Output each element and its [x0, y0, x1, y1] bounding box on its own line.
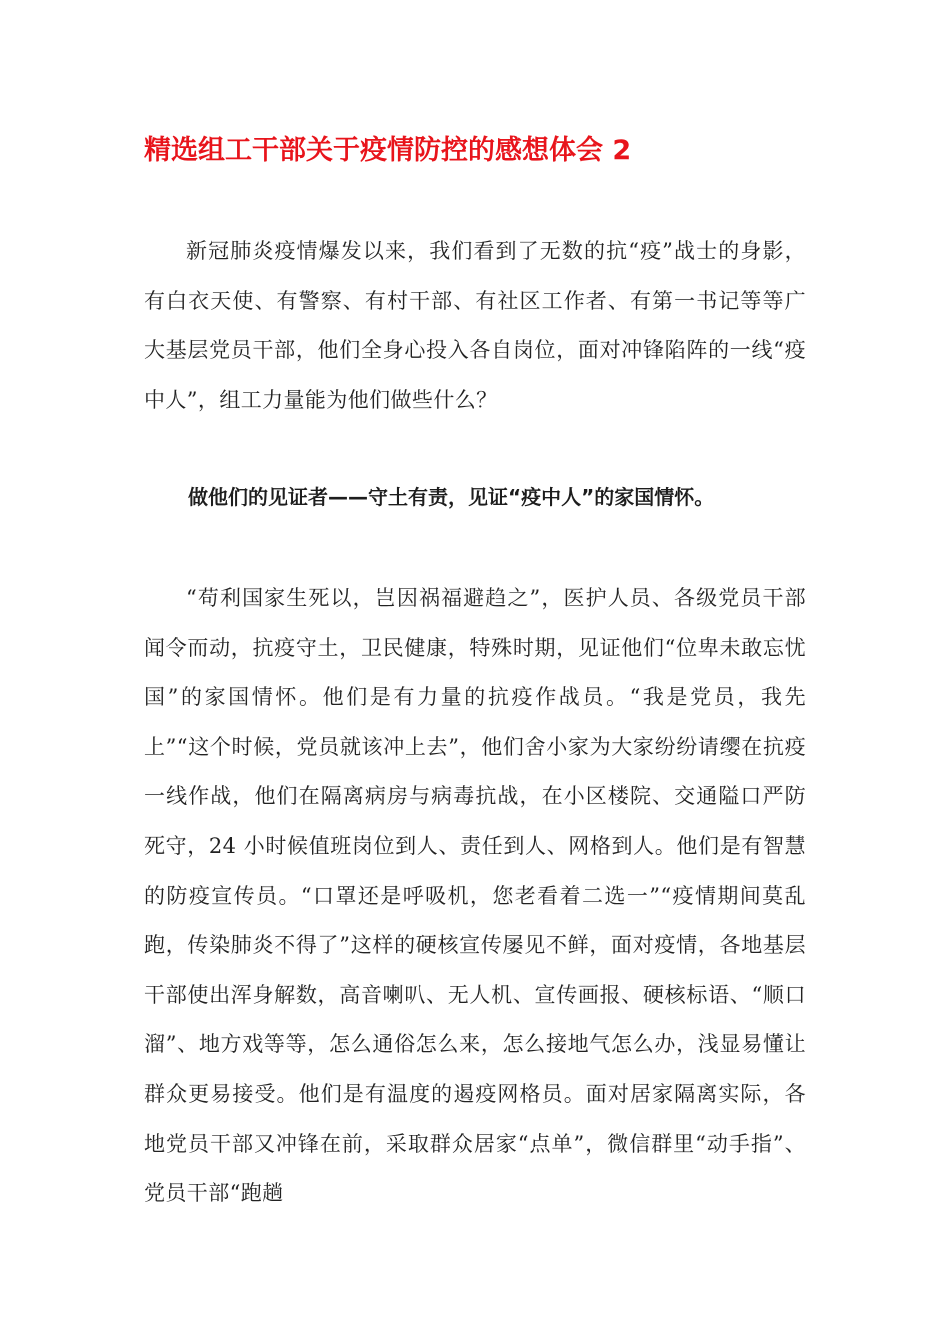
intro-paragraph: 新冠肺炎疫情爆发以来，我们看到了无数的抗“疫”战士的身影，有白衣天使、有警察、有村干部、有社区工作者、有第一书记等等广大基层党员干部，他们全身心投入各自岗位，面对冲锋陷阵的一线“疫中人”，组工力量能为他们做些什么？: [144, 239, 806, 412]
body-paragraph: “苟利国家生死以，岂因祸福避趋之”，医护人员、各级党员干部闻令而动，抗疫守土，卫民健康，特殊时期，见证他们“位卑未敢忘忧国”的家国情怀。他们是有力量的抗疫作战员。“我是党员，我先上”“这个时候，党员就该冲上去”，他们舍小家为大家纷纷请缨在抗疫一线作战，他们在隔离病房与病毒抗战，在小区楼院、交通隘口严防死守，24 小时候值班岗位到人、责任到人、网格到人。他们是有智慧的防疫宣传员。“口罩还是呼吸机，您老看着二选一”“疫情期间莫乱跑，传染肺炎不得了”这样的硬核宣传屡见不鲜，面对疫情，各地基层干部使出浑身解数，高音喇叭、无人机、宣传画报、硬核标语、“顺口溜”、地方戏等等，怎么通俗怎么来，怎么接地气怎么办，浅显易懂让群众更易接受。他们是有温度的遏疫网格员。面对居家隔离实际，各地党员干部又冲锋在前，采取群众居家“点单”，微信群里“动手指”、党员干部“跑趟: [144, 586, 806, 1206]
document-title: 精选组工干部关于疫情防控的感想体会 2: [144, 135, 632, 166]
section-heading: 做他们的见证者——守土有责，见证“疫中人”的家国情怀。: [188, 485, 715, 509]
